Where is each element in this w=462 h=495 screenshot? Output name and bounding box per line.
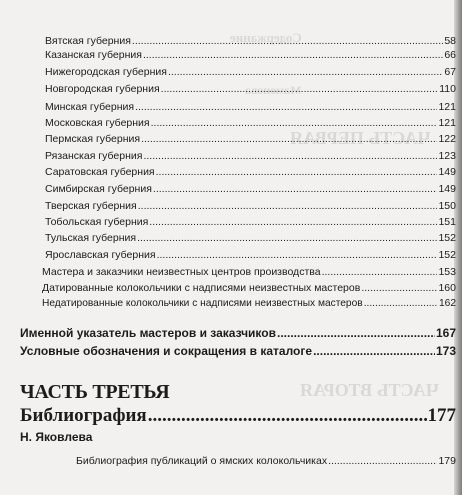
toc-leader xyxy=(149,216,437,228)
toc-entry-title: Датированные колокольчики с надписями неизвестных мастеров xyxy=(42,282,361,294)
toc-entry xyxy=(45,216,456,230)
toc-entry xyxy=(42,282,456,296)
toc-entry-title: Тобольская губерния xyxy=(45,216,149,228)
toc-entry-page: 173 xyxy=(435,344,456,358)
toc-leader xyxy=(143,49,443,61)
toc-leader xyxy=(156,166,438,178)
toc-entry-title: Московская губерния xyxy=(45,117,150,129)
toc-entry xyxy=(45,183,456,197)
toc-leader xyxy=(277,326,435,340)
toc-entry-title: Библиография xyxy=(20,405,147,426)
toc-leader xyxy=(364,298,438,309)
toc-entry-page: 151 xyxy=(438,216,456,228)
toc-entry-title: Рязанская губерния xyxy=(45,150,143,162)
toc-entry-page: 121 xyxy=(438,117,456,129)
toc-entry-page: 177 xyxy=(427,405,456,426)
toc-leader xyxy=(168,66,443,78)
toc-entry-title: Минская губерния xyxy=(45,101,135,113)
toc-entry xyxy=(45,66,456,80)
toc-entry-bold xyxy=(20,344,456,360)
toc-entry-page: 150 xyxy=(438,200,456,212)
toc-entry-page: 58 xyxy=(444,35,456,47)
toc-entry xyxy=(45,49,456,63)
toc-entry-title: Мастера и заказчики неизвестных центров производства xyxy=(42,266,321,278)
toc-leader xyxy=(138,200,438,212)
toc-entry xyxy=(45,35,456,49)
toc-entry-title: Вятская губерния xyxy=(45,35,131,47)
toc-entry-title: Условные обозначения и сокращения в каталоге xyxy=(20,344,313,358)
toc-entry-page: 121 xyxy=(438,101,456,113)
toc-leader xyxy=(143,150,437,162)
toc-entry xyxy=(45,249,456,263)
toc-entry-title: Новгородская губерния xyxy=(45,83,160,95)
toc-leader xyxy=(322,266,438,278)
toc-entry xyxy=(76,455,456,469)
toc-entry-page: 122 xyxy=(438,133,456,145)
toc-entry xyxy=(42,298,456,312)
toc-entry-title: Библиография публикаций о ямских колокольчиках xyxy=(76,455,328,467)
toc-leader xyxy=(153,183,438,195)
toc-entry-bold xyxy=(20,326,456,342)
toc-entry-page: 123 xyxy=(438,150,456,162)
toc-leader xyxy=(313,344,435,358)
toc-entry-page: 162 xyxy=(439,298,456,309)
toc-entry-title: Пермская губерния xyxy=(45,133,141,145)
toc-entry-title: Саратовская губерния xyxy=(45,166,155,178)
toc-entry-page: 110 xyxy=(439,83,456,95)
toc-entry-page: 179 xyxy=(438,455,456,467)
toc-entry-title: Симбирская губерния xyxy=(45,183,152,195)
toc-entry-title: Казанская губерния xyxy=(45,49,142,61)
toc-entry-page: 160 xyxy=(438,282,456,294)
toc-entry-page: 153 xyxy=(438,266,456,278)
toc-entry xyxy=(45,232,456,246)
toc-leader xyxy=(137,232,437,244)
toc-entry xyxy=(45,166,456,180)
show-through: Содержание Мамонова ЧАСТЬ ПЕРВАЯ ЧАСТЬ ВТОРАЯ xyxy=(230,30,439,400)
toc-entry xyxy=(45,200,456,214)
toc-leader xyxy=(361,282,437,294)
toc-entry-title: Ярославская губерния xyxy=(45,249,156,261)
toc-entry-title: Недатированные колокольчики с надписями неизвестных мастеров xyxy=(42,298,363,309)
toc-entry xyxy=(45,133,456,147)
toc-leader xyxy=(148,405,427,427)
toc-entry-page: 149 xyxy=(438,183,456,195)
toc-entry xyxy=(45,150,456,164)
toc-entry-title: Тверская губерния xyxy=(45,200,137,212)
toc-entry-page: 66 xyxy=(444,49,456,61)
toc-entry-title: Именной указатель мастеров и заказчиков xyxy=(20,326,276,340)
toc-entry xyxy=(42,266,456,280)
toc-entry-page: 67 xyxy=(444,66,456,78)
toc-entry-page: 152 xyxy=(438,232,456,244)
toc-entry-title: Тульская губерния xyxy=(45,232,137,244)
toc-entry-page: 149 xyxy=(438,166,456,178)
toc-leader xyxy=(161,83,439,95)
author-name: Н. Яковлева xyxy=(20,430,93,444)
toc-entry-title: Нижегородская губерния xyxy=(45,66,167,78)
toc-entry-page: 167 xyxy=(435,326,456,340)
part-heading: ЧАСТЬ ТРЕТЬЯ xyxy=(20,381,170,403)
toc-entry xyxy=(45,117,456,131)
toc-entry xyxy=(45,101,456,115)
toc-leader xyxy=(132,35,443,47)
toc-leader xyxy=(135,101,437,113)
toc-entry-page: 152 xyxy=(438,249,456,261)
toc-leader xyxy=(328,455,437,467)
toc-leader xyxy=(157,249,438,261)
toc-leader xyxy=(141,133,437,145)
toc-leader xyxy=(151,117,438,129)
toc-entry xyxy=(45,83,456,97)
toc-entry-bibliography xyxy=(20,405,456,427)
